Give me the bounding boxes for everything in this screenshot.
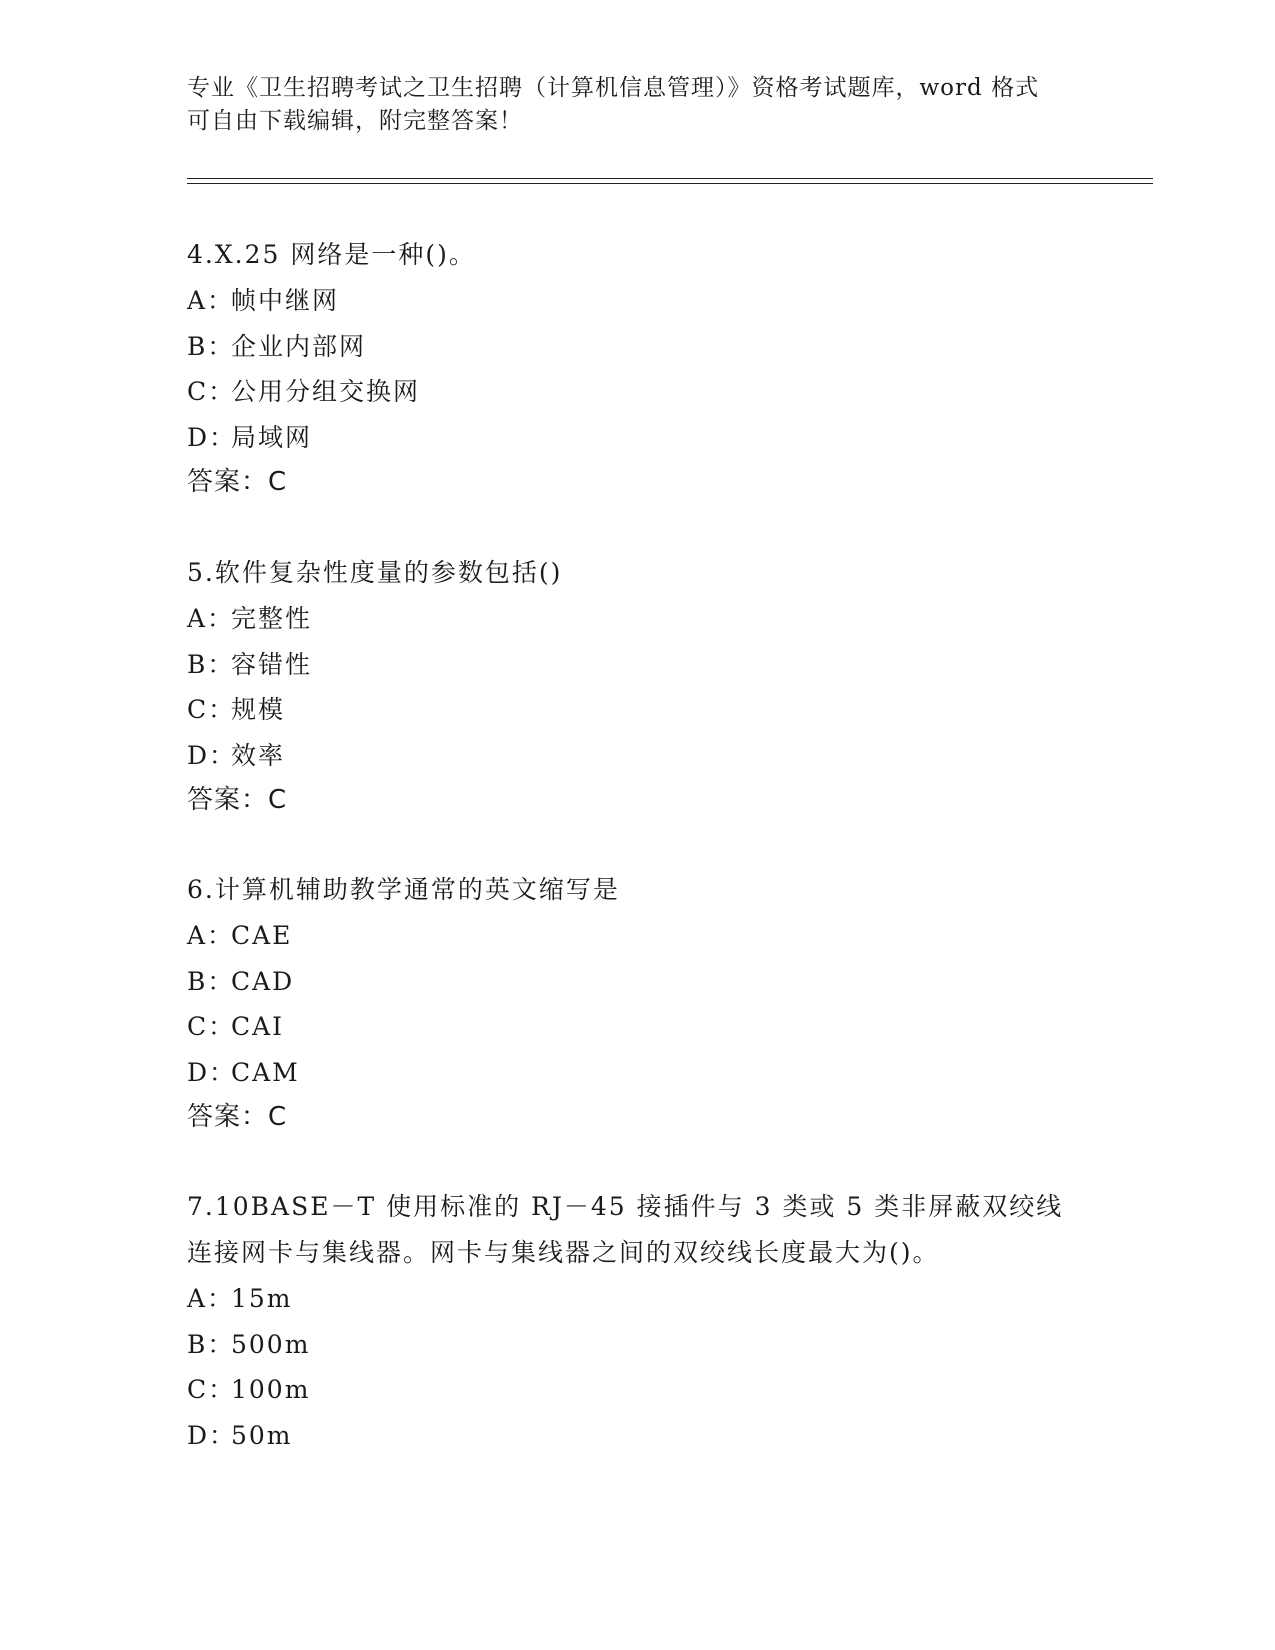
option-a: A：15m	[187, 1284, 293, 1313]
option-a: A：CAE	[187, 921, 293, 950]
option-c: C：规模	[187, 695, 286, 724]
header-line-1: 专业《卫生招聘考试之卫生招聘（计算机信息管理）》资格考试题库，word 格式	[187, 75, 1040, 101]
document-header	[187, 72, 1067, 138]
option-d: D：CAM	[187, 1057, 300, 1087]
option-c: C：公用分组交换网	[187, 377, 421, 406]
question-stem: 5.软件复杂性度量的参数包括()	[187, 558, 563, 587]
question-stem: 7.10BASE－T 使用标准的 RJ－45 接插件与 3 类或 5 类非屏蔽双绞线连接网卡与集线器。网卡与集线器之间的双绞线长度最大为()。	[187, 1192, 1064, 1267]
option-a: A：帧中继网	[187, 286, 340, 315]
option-b: B：容错性	[187, 649, 313, 679]
question-block	[187, 1184, 1067, 1458]
option-b: B：CAD	[187, 966, 295, 996]
answer-line: 答案：C	[187, 785, 288, 815]
header-line-2: 可自由下载编辑，附完整答案！	[187, 108, 523, 134]
question-stem: 4.X.25 网络是一种()。	[187, 240, 476, 269]
option-b: B：企业内部网	[187, 331, 367, 361]
question-block	[187, 232, 1087, 505]
option-a: A：完整性	[187, 604, 313, 633]
option-c: C：100m	[187, 1375, 311, 1404]
option-b: B：500m	[187, 1329, 311, 1359]
option-d: D：局域网	[187, 422, 313, 452]
header-divider-top	[187, 178, 1153, 179]
answer-line: 答案：C	[187, 1102, 288, 1132]
header-divider-bottom	[187, 183, 1153, 184]
question-block	[187, 867, 1087, 1140]
option-d: D：50m	[187, 1420, 293, 1450]
option-d: D：效率	[187, 740, 286, 770]
question-block	[187, 550, 1087, 823]
answer-line: 答案：C	[187, 467, 288, 497]
question-stem: 6.计算机辅助教学通常的英文缩写是	[187, 875, 620, 904]
option-c: C：CAI	[187, 1012, 285, 1041]
